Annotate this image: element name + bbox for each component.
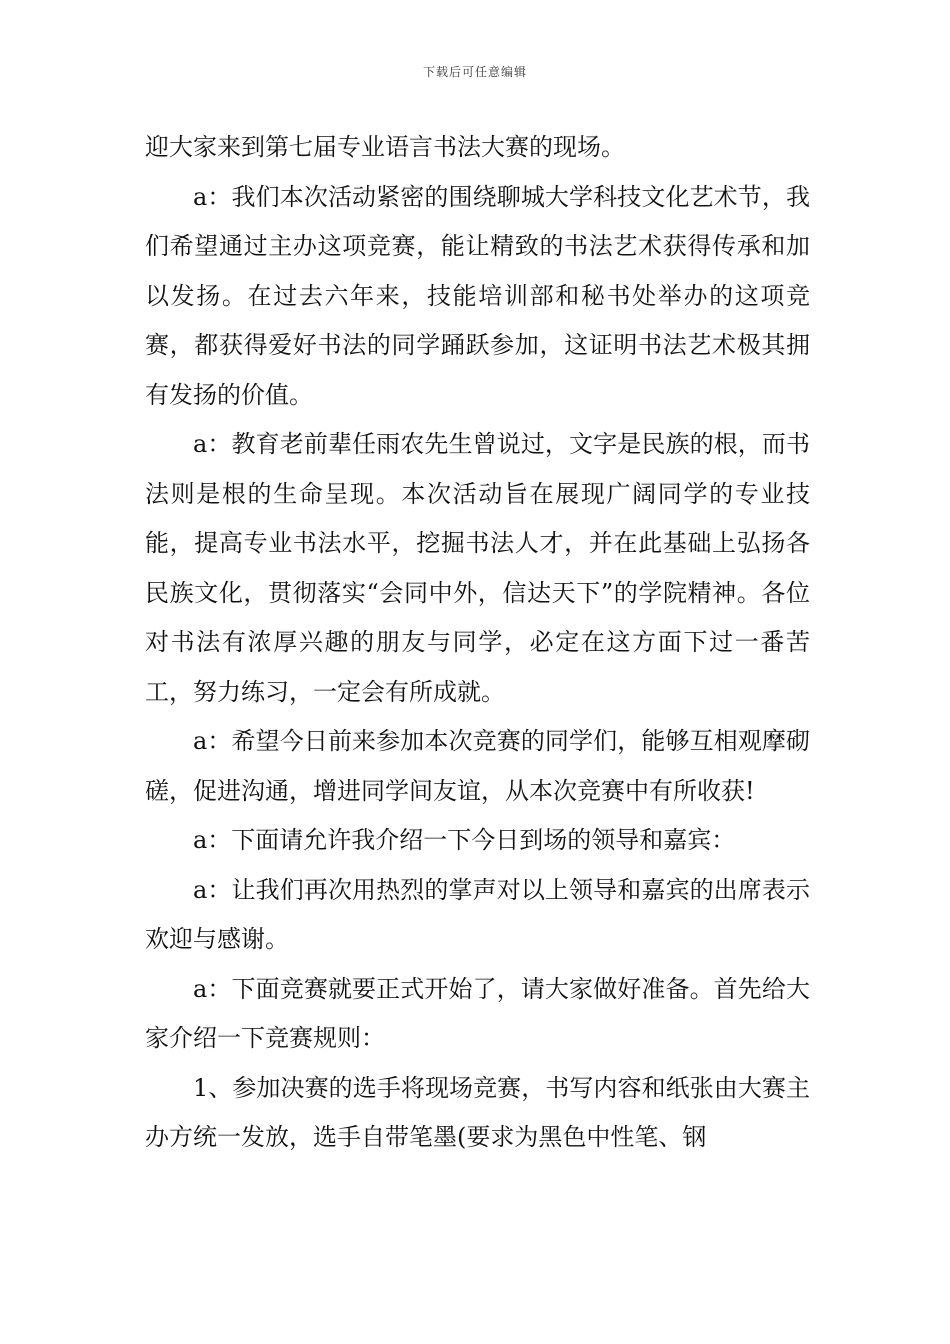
paragraph-calligraphy-meaning: a：教育老前辈任雨农先生曾说过，文字是民族的根，而书法则是根的生命呈现。本次活动旨在展现广阔同学的专业技能，提高专业书法水平，挖掘书法人才，并在此基础上弘扬各民族文化，贯彻落实“会同中外，信达天下”的学院精神。各位对书法有浓厚兴趣的朋友与同学，必定在这方面下过一番苦工，努力练习，一定会有所成就。: [145, 430, 810, 706]
paragraph-wishes: a：希望今日前来参加本次竞赛的同学们，能够互相观摩砌磋，促进沟通，增进同学间友谊，从本次竞赛中有所收获!: [145, 727, 810, 805]
paragraph-intro-activity: a：我们本次活动紧密的围绕聊城大学科技文化艺术节，我们希望通过主办这项竞赛，能让精致的书法艺术获得传承和加以发扬。在过去六年来，技能培训部和秘书处举办的这项竞赛，都获得爱好书法的同学踊跃参加，这证明书法艺术极其拥有发扬的价值。: [145, 182, 810, 409]
document-body: [145, 123, 810, 1163]
paragraph-introduce-guests: a：下面请允许我介绍一下今日到场的领导和嘉宾：: [193, 826, 736, 854]
paragraph-rule-1: 1、参加决赛的选手将现场竞赛，书写内容和纸张由大赛主办方统一发放，选手自带笔墨(要求为黑色中性笔、钢: [145, 1073, 810, 1151]
page-header-note: 下载后可任意编辑: [422, 65, 527, 79]
paragraph-thanks-guests: a：让我们再次用热烈的掌声对以上领导和嘉宾的出席表示欢迎与感谢。: [145, 875, 810, 953]
paragraph-rules-intro: a：下面竞赛就要正式开始了，请大家做好准备。首先给大家介绍一下竞赛规则：: [145, 974, 810, 1052]
paragraph-continuation: 迎大家来到第七届专业语言书法大赛的现场。: [145, 133, 625, 161]
